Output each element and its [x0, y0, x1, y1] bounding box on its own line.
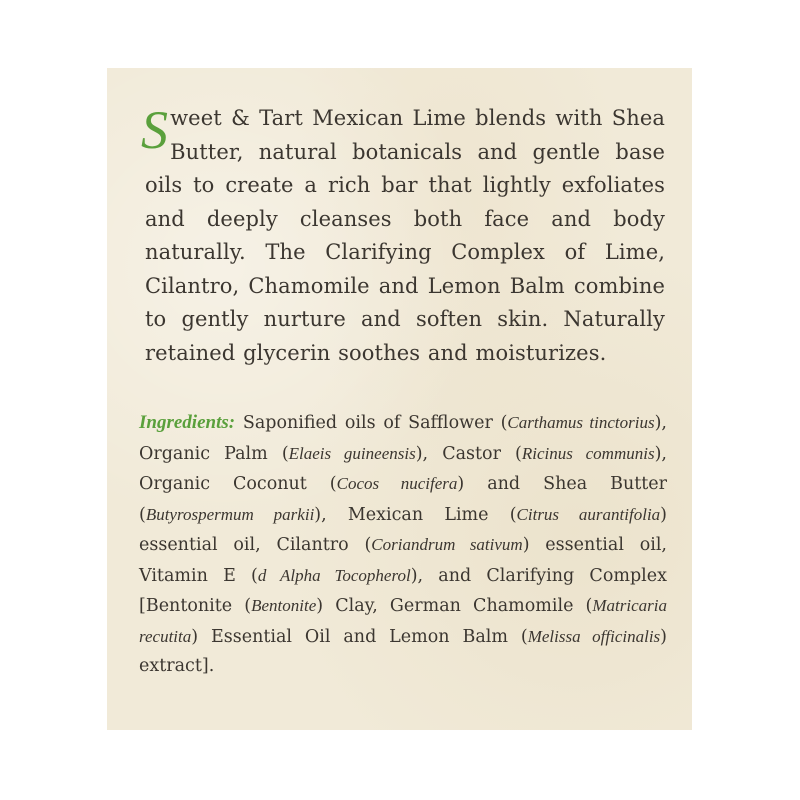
product-description: [141, 100, 665, 370]
description-text: weet & Tart Mexican Lime blends with Shea Butter, natural botanicals and gentle base oils to create a rich bar that lightly exfoliates and deeply cleanses both face and body naturally. The Clarifying Complex of Lime, Cilantro, Chamomile and Lemon Balm combine to gently nurture and soften skin. Naturally retained glycerin soothes and moisturizes.: [145, 106, 665, 365]
botanical-name: Bentonite: [251, 596, 317, 615]
ingredients-label: Ingredients:: [139, 412, 236, 433]
product-copy: [139, 100, 668, 682]
botanical-name: Citrus aurantifolia: [516, 504, 661, 524]
botanical-name: Cocos nucifera: [336, 474, 458, 493]
botanical-name: Carthamus tinctorius: [507, 413, 655, 432]
ingredient-text: ) essential oil, Vitamin E (: [139, 535, 667, 586]
ingredient-text: Saponified oils of Safflower (: [235, 413, 508, 433]
botanical-name: Elaeis guineensis: [288, 443, 416, 463]
drop-cap-letter: S: [141, 100, 169, 160]
ingredients-list: [139, 413, 667, 676]
botanical-name: Butyrospermum parkii: [145, 504, 315, 524]
botanical-name: Matricaria recutita: [139, 596, 667, 646]
ingredient-text: ) and Shea Butter (: [139, 474, 668, 525]
ingredient-text: ), Organic Palm (: [139, 413, 667, 464]
ingredient-text: ), and Clarifying Complex [Bentonite (: [139, 565, 667, 616]
botanical-name: Ricinus communis: [521, 443, 655, 463]
ingredient-text: ), Castor (: [415, 443, 522, 464]
botanical-name: Coriandrum sativum: [371, 535, 523, 554]
botanical-name: Melissa officinalis: [527, 626, 661, 646]
botanical-name: d Alpha Tocopherol: [257, 565, 411, 585]
ingredient-text: ), Mexican Lime (: [314, 504, 517, 525]
ingredient-text: ) essential oil, Cilantro (: [139, 504, 667, 555]
ingredient-text: ) Clay, German Chamomile (: [316, 596, 593, 616]
ingredient-text: ) extract].: [139, 626, 667, 676]
ingredient-text: ), Organic Coconut (: [139, 443, 667, 494]
ingredients-paragraph: [139, 408, 667, 682]
ingredient-text: ) Essential Oil and Lemon Balm (: [191, 626, 528, 647]
